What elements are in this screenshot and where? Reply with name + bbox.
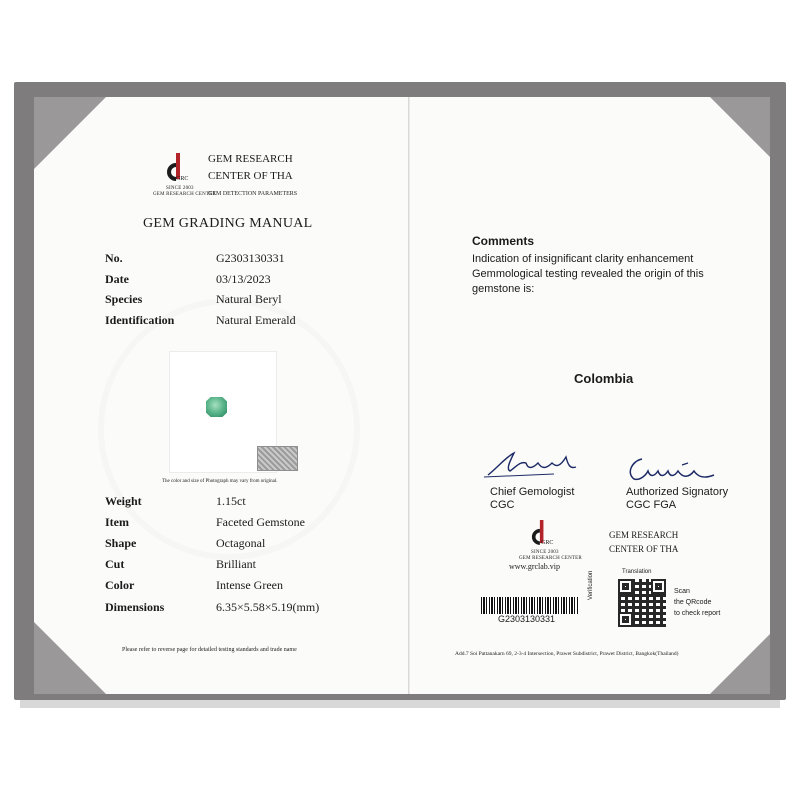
comments-line: Indication of insignificant clarity enhancement xyxy=(472,253,694,265)
corner-tab xyxy=(34,622,106,694)
logo-subtitle: GEM RESEARCH CENTER xyxy=(153,192,216,197)
qr-finder-mark xyxy=(651,579,666,594)
scan-instruction: the QRcode xyxy=(674,599,712,606)
org-name-line1: GEM RESEARCH xyxy=(208,153,293,165)
signatory-title: Authorized Signatory xyxy=(626,486,729,498)
comments-heading: Comments xyxy=(472,234,535,248)
field-label-dimensions: Dimensions xyxy=(105,600,165,614)
comments-line: gemstone is: xyxy=(472,283,535,295)
field-value-shape: Octagonal xyxy=(216,536,266,550)
org-tagline: GEM DETECTION PARAMETERS xyxy=(208,191,298,197)
field-value-item: Faceted Gemstone xyxy=(216,515,305,529)
signature-authorized-signatory xyxy=(624,451,720,485)
field-value-identification: Natural Emerald xyxy=(216,313,296,327)
grc-logo-icon xyxy=(525,520,553,552)
field-label-cut: Cut xyxy=(105,557,125,571)
field-label-item: Item xyxy=(105,515,129,529)
qr-finder-mark xyxy=(618,579,633,594)
field-value-date: 03/13/2023 xyxy=(216,272,271,286)
field-label-identification: Identification xyxy=(105,313,175,327)
website-link[interactable]: www.grclab.vip xyxy=(509,562,561,571)
photo-caption: The color and size of Photograph may vary from original. xyxy=(162,479,278,484)
field-value-cut: Brilliant xyxy=(216,557,256,571)
field-value-species: Natural Beryl xyxy=(216,292,282,306)
signature-chief-gemologist xyxy=(484,447,580,481)
scan-instruction: Scan xyxy=(674,588,690,595)
qr-side-label: Verification xyxy=(588,570,594,600)
logo-abbr: GRC xyxy=(176,176,189,182)
field-label-shape: Shape xyxy=(105,536,137,550)
field-value-color: Intense Green xyxy=(216,578,283,592)
signatory-org: CGC xyxy=(490,499,515,511)
signatory-title: Chief Gemologist xyxy=(490,486,575,498)
gemstone-photo xyxy=(206,397,227,417)
barcode-number: G2303130331 xyxy=(498,614,556,624)
document-title: GEM GRADING MANUAL xyxy=(143,216,313,231)
comments-line: Gemmological testing revealed the origin of this xyxy=(472,268,704,280)
org-name-line1: GEM RESEARCH xyxy=(609,530,679,540)
org-name-line2: CENTER OF THA xyxy=(208,170,293,182)
qr-label: Translation xyxy=(622,569,652,575)
field-label-color: Color xyxy=(105,578,135,592)
field-label-species: Species xyxy=(105,292,143,306)
scan-instruction: to check report xyxy=(674,610,721,617)
corner-tab xyxy=(710,97,770,157)
hologram-sticker xyxy=(257,446,298,471)
corner-tab xyxy=(710,634,770,694)
logo-abbr: GRC xyxy=(541,540,554,546)
field-label-weight: Weight xyxy=(105,494,142,508)
qr-finder-mark xyxy=(618,612,633,627)
barcode xyxy=(481,597,579,614)
qr-code[interactable] xyxy=(618,579,666,627)
logo-since: SINCE 2003 xyxy=(531,550,559,555)
footer-note: Please refer to reverse page for detailed testing standards and trade name xyxy=(122,647,297,653)
origin-value: Colombia xyxy=(574,371,634,386)
field-label-no: No. xyxy=(105,251,123,265)
signatory-org: CGC FGA xyxy=(626,499,677,511)
logo-since: SINCE 2003 xyxy=(166,186,194,191)
logo-subtitle: GEM RESEARCH CENTER xyxy=(519,556,582,561)
address: Add.7 Soi Pattanakarn 69, 2-3-4 Intersection, Prawet Subdistrict, Prawet District, Bangkok(Thailand) xyxy=(455,651,679,657)
org-name-line2: CENTER OF THA xyxy=(609,544,679,554)
field-value-dimensions: 6.35×5.58×5.19(mm) xyxy=(216,600,320,614)
field-value-no: G2303130331 xyxy=(216,251,285,265)
grc-logo-icon xyxy=(160,153,190,189)
corner-tab xyxy=(34,97,106,169)
field-label-date: Date xyxy=(105,272,129,286)
field-value-weight: 1.15ct xyxy=(216,494,246,508)
right-page xyxy=(409,97,770,694)
folder-shadow xyxy=(20,700,780,708)
